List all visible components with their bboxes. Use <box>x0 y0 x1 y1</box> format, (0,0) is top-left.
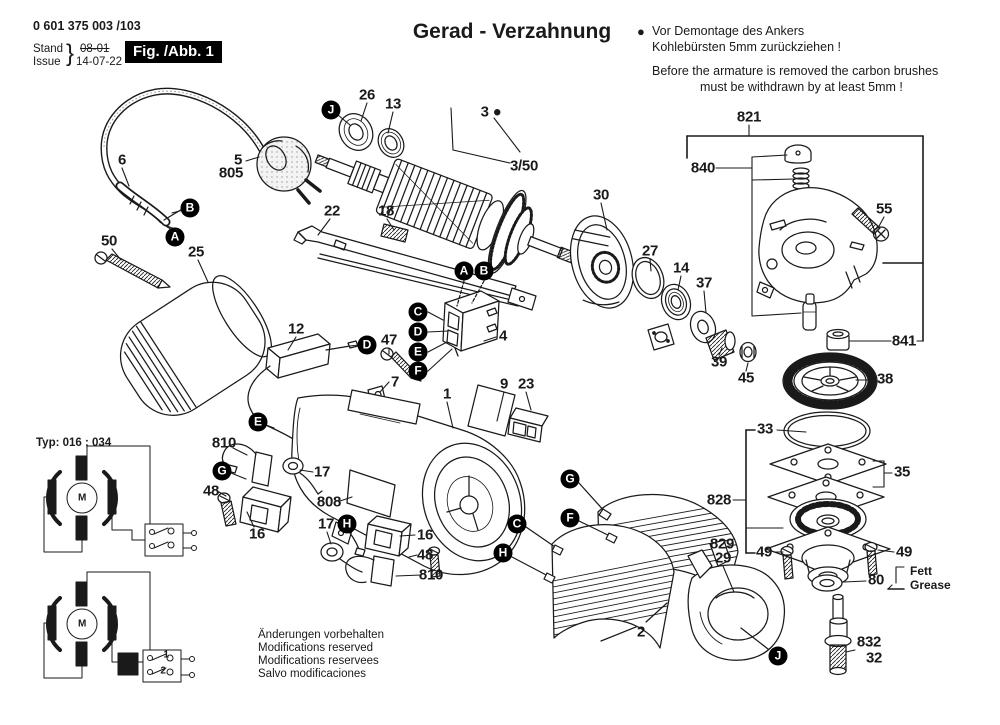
type-label: Typ: 016 ; 034 <box>36 437 112 449</box>
part-label-841: 841 <box>891 332 917 350</box>
part-label-17: 17 <box>313 463 331 481</box>
callout-E: E <box>409 343 428 362</box>
part-label-832: 832 <box>856 633 882 651</box>
part-screw-50 <box>95 252 170 288</box>
part-label-9: 9 <box>499 375 509 393</box>
callout-H: H <box>338 515 357 534</box>
part-label-6: 6 <box>117 151 127 169</box>
part-label-350: 3/50 <box>510 157 538 175</box>
part-label-23: 23 <box>517 375 535 393</box>
part-label-829: 829 <box>709 535 735 553</box>
part-label-48: 48 <box>416 546 434 564</box>
issue-date: 14-07-22 <box>76 56 123 68</box>
callout-B: B <box>181 199 200 218</box>
callout-F: F <box>561 509 580 528</box>
footer-note-line: Salvo modificaciones <box>258 668 367 680</box>
part-label-49: 49 <box>895 543 913 561</box>
part-label-22: 22 <box>323 202 341 220</box>
footer-note-line: Änderungen vorbehalten <box>258 629 384 641</box>
warning-en-line2: must be withdrawn by at least 5mm ! <box>700 80 903 94</box>
part-label-1: 1 <box>442 385 452 403</box>
part-label-45: 45 <box>737 369 755 387</box>
part-label-38: 38 <box>876 370 894 388</box>
part-label-39: 39 <box>710 353 728 371</box>
part-label-5: 5 <box>233 151 243 169</box>
part-label-26: 26 <box>358 86 376 104</box>
part-label-30: 30 <box>592 186 610 204</box>
part-label-828: 828 <box>706 491 732 509</box>
part-switch-4 <box>443 281 499 356</box>
grease-note-de: Fett <box>910 564 932 578</box>
superseded-date: 08-01 <box>80 43 110 55</box>
part-label-821: 821 <box>736 108 762 126</box>
wiring-diagram-2 <box>44 572 195 682</box>
callout-H: H <box>494 544 513 563</box>
part-label-27: 27 <box>641 242 659 260</box>
part-label-35: 35 <box>893 463 911 481</box>
part-nut-45 <box>740 343 756 362</box>
part-spindle-832 <box>825 595 851 675</box>
warning-en-line1: Before the armature is removed the carbon brushes <box>652 64 939 78</box>
callout-B: B <box>475 262 494 281</box>
part-crown-gear-38 <box>783 353 877 409</box>
part-sticker-9 <box>468 385 515 436</box>
part-label-4: 4 <box>498 327 508 345</box>
callout-D: D <box>358 336 377 355</box>
callout-C: C <box>409 303 428 322</box>
footer-notes <box>258 629 384 681</box>
part-button-23 <box>508 408 548 442</box>
part-label-49: 49 <box>755 543 773 561</box>
callout-A: A <box>166 228 185 247</box>
callout-G: G <box>213 462 232 481</box>
part-label-47: 47 <box>380 331 398 349</box>
warning-de-line1: Vor Demontage des Ankers <box>652 24 805 38</box>
callout-J: J <box>769 647 788 666</box>
brace-glyph: } <box>66 40 75 67</box>
part-label-29: 29 <box>714 549 732 567</box>
part-label-48: 48 <box>202 482 220 500</box>
part-label-14: 14 <box>672 259 690 277</box>
callout-D: D <box>409 323 428 342</box>
part-label-840: 840 <box>690 159 716 177</box>
document-part-number: 0 601 375 003 /103 <box>33 19 141 33</box>
part-label-12: 12 <box>287 320 305 338</box>
part-label-810: 810 <box>211 434 237 452</box>
part-washer-80 <box>812 575 842 591</box>
figure-label: Fig. /Abb. 1 <box>125 41 222 63</box>
warning-bullet-icon: ● <box>637 24 645 39</box>
part-plug-5 <box>257 137 320 203</box>
part-label-M: M <box>77 618 87 630</box>
wiring-diagram-1 <box>44 446 197 556</box>
callout-E: E <box>249 413 268 432</box>
footer-note-line: Modifications reserved <box>258 642 374 654</box>
part-spring-18 <box>381 224 408 242</box>
part-ring-26 <box>333 108 380 157</box>
part-label-13: 13 <box>384 95 402 113</box>
part-label-16: 16 <box>248 525 266 543</box>
grease-note <box>910 564 951 592</box>
part-label-1: 1 <box>163 649 169 661</box>
part-label-808: 808 <box>316 493 342 511</box>
part-label-33: 33 <box>756 420 774 438</box>
part-label-2: 2 <box>636 623 646 641</box>
part-label-55: 55 <box>875 200 893 218</box>
part-label-50: 50 <box>100 232 118 250</box>
part-label-32: 32 <box>865 649 883 667</box>
part-label-80: 80 <box>867 571 885 589</box>
footer-note-line: Modifications reservees <box>258 655 379 667</box>
part-bearing-13 <box>373 124 409 162</box>
callout-C: C <box>508 515 527 534</box>
part-label-3: 3 ● <box>480 103 502 121</box>
issue-label: Issue <box>33 56 61 68</box>
callout-G: G <box>561 470 580 489</box>
callout-F: F <box>409 362 428 381</box>
stand-label: Stand <box>33 43 64 55</box>
part-label-810: 810 <box>418 566 444 584</box>
part-label-25: 25 <box>187 243 205 261</box>
part-label-M: M <box>77 492 87 504</box>
part-housing-cap-25 <box>105 264 284 430</box>
part-label-17: 17 <box>317 515 335 533</box>
callout-J: J <box>322 101 341 120</box>
part-label-7: 7 <box>390 373 400 391</box>
warning-de-line2: Kohlebürsten 5mm zurückziehen ! <box>652 40 841 54</box>
page-title: Gerad - Verzahnung <box>412 20 612 43</box>
part-label-16: 16 <box>416 526 434 544</box>
part-label-2: 2 <box>160 665 166 677</box>
grease-note-en: Grease <box>910 578 951 592</box>
part-label-18: 18 <box>377 202 395 220</box>
part-gear-housing <box>757 145 877 330</box>
part-block <box>648 324 674 350</box>
part-baffle-30 <box>561 209 643 315</box>
part-label-37: 37 <box>695 274 713 292</box>
callout-A: A <box>455 262 474 281</box>
part-sleeve-841 <box>827 330 849 351</box>
part-label-805: 805 <box>218 164 244 182</box>
